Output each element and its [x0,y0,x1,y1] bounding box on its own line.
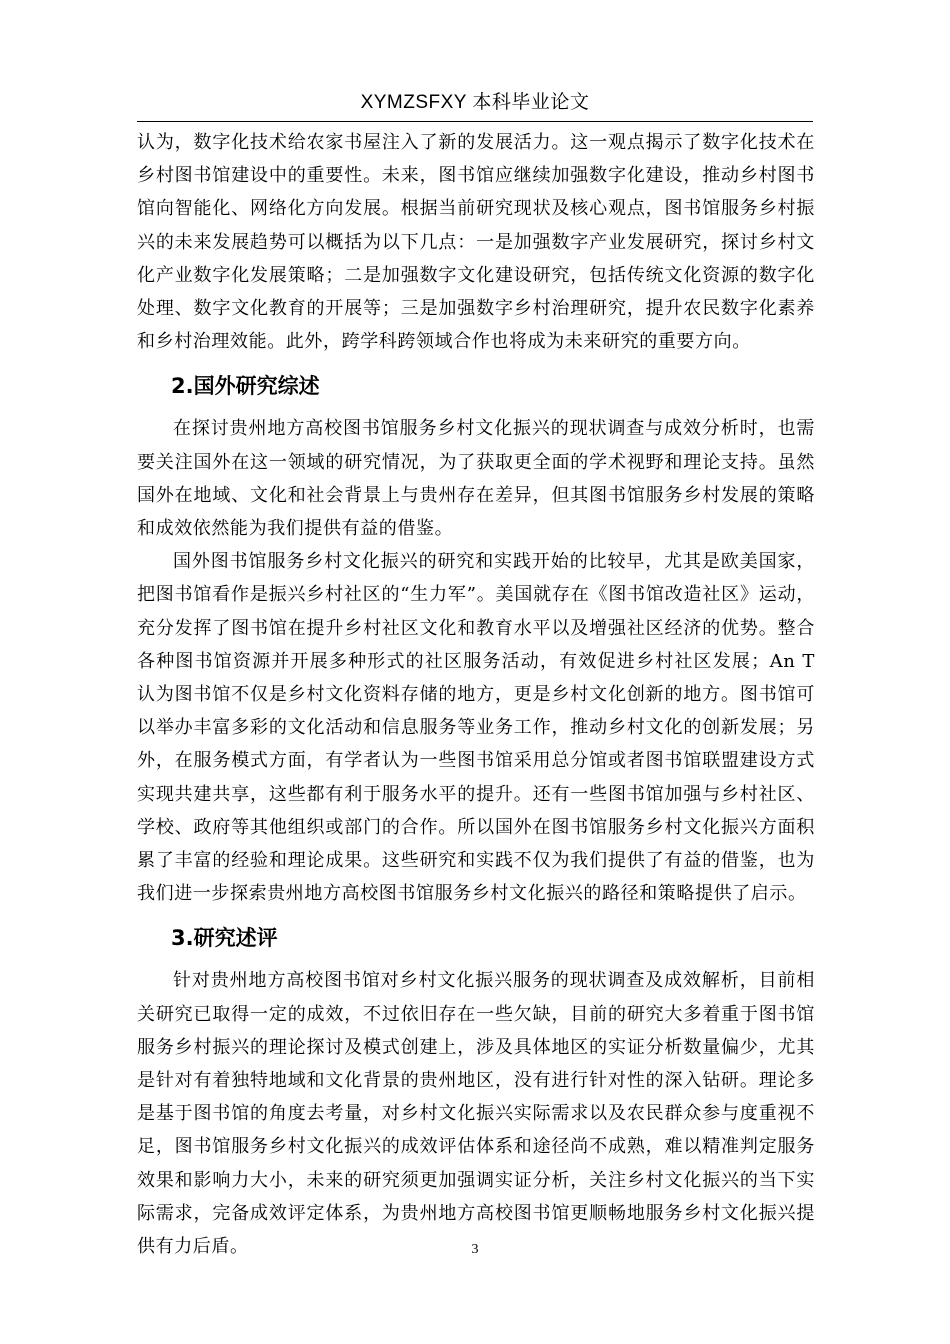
page-number: 3 [471,1242,479,1257]
body-paragraph: 国外图书馆服务乡村文化振兴的研究和实践开始的比较早，尤其是欧美国家，把图书馆看作是振兴乡村社区的“生力军”。美国就存在《图书馆改造社区》运动，充分发挥了图书馆在提升乡村社区文化和教育水平以及增强社区经济的优势。整合各种图书馆资源并开展多种形式的社区服务活动，有效促进乡村社区发展；An T 认为图书馆不仅是乡村文化资料存储的地方，更是乡村文化创新的地方。图书馆可以举办丰富多彩的文化活动和信息服务等业务工作，推动乡村文化的创新发展；另外，在服务模式方面，有学者认为一些图书馆采用总分馆或者图书馆联盟建设方式实现共建共享，这些都有利于服务水平的提升。还有一些图书馆加强与乡村社区、学校、政府等其他组织或部门的合作。所以国外在图书馆服务乡村文化振兴方面积累了丰富的经验和理论成果。这些研究和实践不仅为我们提供了有益的借鉴，也为我们进一步探索贵州地方高校图书馆服务乡村文化振兴的路径和策略提供了启示。 [137,551,815,905]
header-divider [137,121,813,122]
section-heading-foreign-research: 2.国外研究综述 [171,374,320,399]
body-paragraph: 针对贵州地方高校图书馆对乡村文化振兴服务的现状调查及成效解析，目前相关研究已取得一定的成效，不过依旧存在一些欠缺，目前的研究大多着重于图书馆服务乡村振兴的理论探讨及模式创建上，涉及具体地区的实证分析数量偏少，尤其是针对有着独特地域和文化背景的贵州地区，没有进行针对性的深入钻研。理论多是基于图书馆的角度去考量，对乡村文化振兴实际需求以及农民群众参与度重视不足，图书馆服务乡村文化振兴的成效评估体系和途径尚不成熟，难以精准判定服务效果和影响力大小，未来的研究须更加强调实证分析，关注乡村文化振兴的当下实际需求，完备成效评定体系，为贵州地方高校图书馆更顺畅地服务乡村文化振兴提供有力后盾。 [137,970,815,1258]
page-body [137,126,815,1263]
body-paragraph: 认为，数字化技术给农家书屋注入了新的发展活力。这一观点揭示了数字化技术在乡村图书馆建设中的重要性。未来，图书馆应继续加强数字化建设，推动乡村图书馆向智能化、网络化方向发展。根据当前研究现状及核心观点，图书馆服务乡村振兴的未来发展趋势可以概括为以下几点：一是加强数字产业发展研究，探讨乡村文化产业数字化发展策略；二是加强数字文化建设研究，包括传统文化资源的数字化处理、数字文化教育的开展等；三是加强数字乡村治理研究，提升农民数字化素养和乡村治理效能。此外，跨学科跨领域合作也将成为未来研究的重要方向。 [137,132,815,353]
section-heading-research-review: 3.研究述评 [171,926,278,951]
body-paragraph: 在探讨贵州地方高校图书馆服务乡村文化振兴的现状调查与成效分析时，也需要关注国外在这一领域的研究情况，为了获取更全面的学术视野和理论支持。虽然国外在地域、文化和社会背景上与贵州存在差异，但其图书馆服务乡村发展的策略和成效依然能为我们提供有益的借鉴。 [137,418,815,540]
page-header-title: XYMZSFXY 本科毕业论文 [360,92,590,113]
